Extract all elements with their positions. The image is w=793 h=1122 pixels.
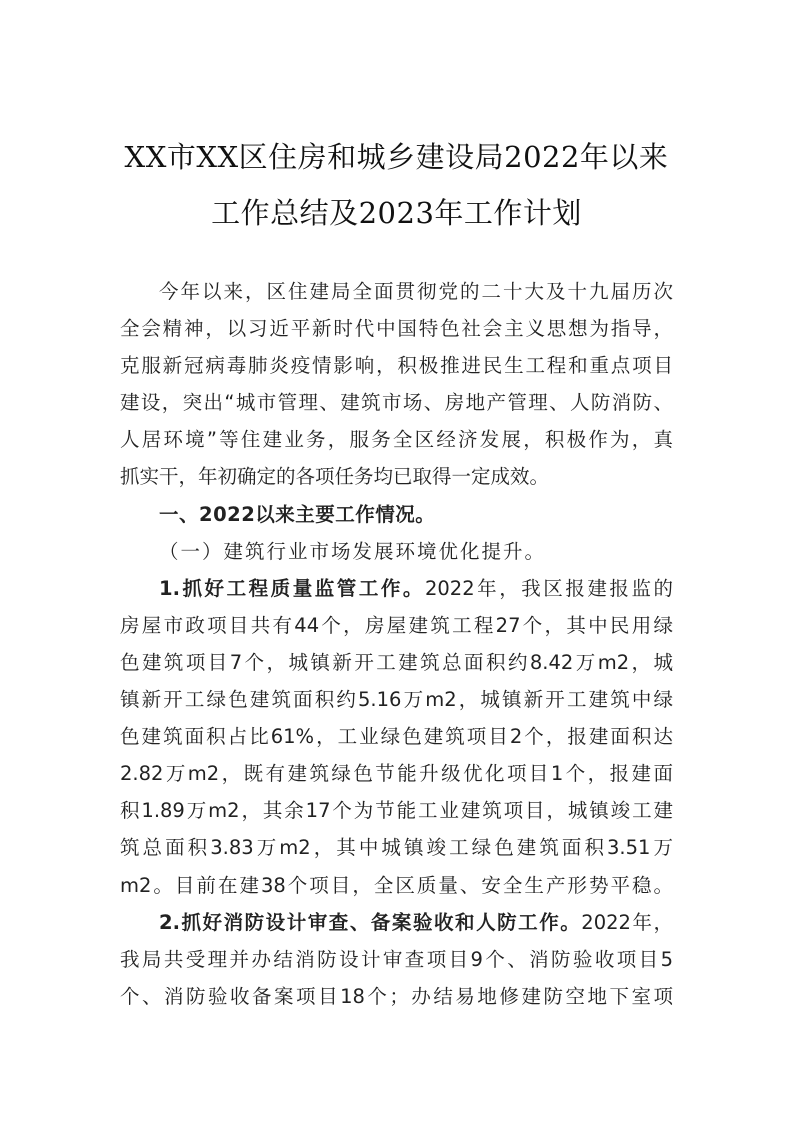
item-1-line: m2。目前在建38个项目，全区质量、安全生产形势平稳。 — [120, 873, 673, 897]
item-2-lead: 2.抓好消防设计审查、备案验收和人防工作。 — [159, 910, 582, 934]
item-2-line: 个、消防验收备案项目18个；办结易地修建防空地下室项 — [120, 984, 673, 1008]
document-body — [120, 273, 673, 1015]
subsection-heading-1: （一）建筑行业市场发展环境优化提升。 — [159, 539, 547, 563]
intro-line: 今年以来，区住建局全面贯彻党的二十大及十九届历次 — [159, 280, 673, 303]
item-1-first-line-rest: 2022年，我区报建报监的 — [424, 576, 673, 600]
intro-line: 全会精神，以习近平新时代中国特色社会主义思想为指导， — [120, 317, 673, 341]
item-1-line: 色建筑项目7个，城镇新开工建筑总面积约8.42万m2，城 — [120, 650, 673, 674]
intro-line: 建设，突出“城市管理、建筑市场、房地产管理、人防消防、 — [120, 391, 673, 415]
intro-line: 人居环境”等住建业务，服务全区经济发展，积极作为，真 — [120, 428, 673, 452]
intro-line: 克服新冠病毒肺炎疫情影响，积极推进民生工程和重点项目 — [120, 354, 673, 378]
item-1-line: 色建筑面积占比61%，工业绿色建筑项目2个，报建面积达 — [120, 725, 673, 749]
item-1-lead: 1.抓好工程质量监管工作。 — [159, 576, 425, 600]
intro-line: 抓实干，年初确定的各项任务均已取得一定成效。 — [120, 465, 550, 489]
document-title-line-1: XX市XX区住房和城乡建设局2022年以来 — [124, 140, 669, 174]
item-2-line: 我局共受理并办结消防设计审查项目9个、消防验收项目5 — [120, 947, 673, 971]
item-1-line: 镇新开工绿色建筑面积约5.16万m2，城镇新开工建筑中绿 — [120, 688, 673, 712]
item-1-line: 筑总面积3.83万m2，其中城镇竣工绿色建筑面积3.51万 — [120, 836, 673, 860]
item-2-first-line-rest: 2022年， — [581, 910, 673, 934]
section-heading-1: 一、2022以来主要工作情况。 — [159, 502, 436, 526]
item-1-line: 2.82万m2，既有建筑绿色节能升级优化项目1个，报建面 — [120, 762, 673, 786]
item-1-line: 积1.89万m2，其余17个为节能工业建筑项目，城镇竣工建 — [120, 799, 673, 823]
document-title-line-2: 工作总结及2023年工作计划 — [211, 196, 582, 230]
item-2-first-line — [120, 904, 673, 941]
item-1-line: 房屋市政项目共有44个，房屋建筑工程27个，其中民用绿 — [120, 613, 673, 637]
item-1-first-line — [120, 570, 673, 607]
